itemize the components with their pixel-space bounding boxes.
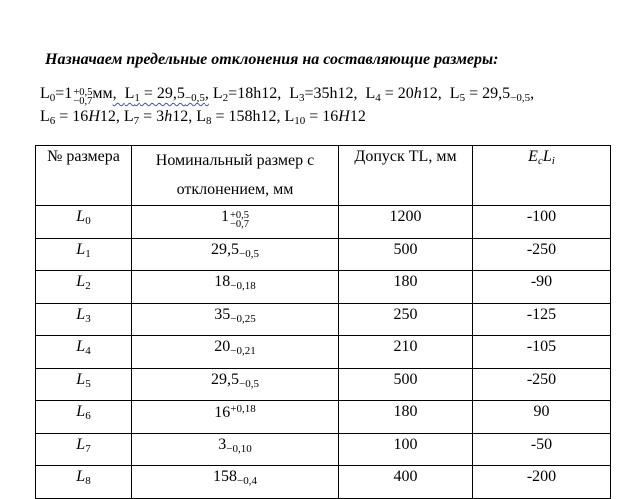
dimension-id-cell: $L_7$ [36, 433, 132, 466]
table-row [36, 271, 611, 304]
table-row [36, 336, 611, 369]
stacked-deviation: +0,5 −0,7 [73, 86, 93, 107]
tolerance-table [35, 145, 611, 499]
dimension-id-cell: $L_6$ [36, 401, 132, 434]
table-row [36, 206, 611, 239]
nominal-size-cell: $18_{-0,18}$ [132, 271, 339, 304]
nominal-size-cell: $158_{-0,4}$ [132, 466, 339, 499]
dimension-assignments-line-2: $L_6 = 16H12$, $L_7 = 3h12$, $L_8 = 158h12$, $L_{10} = 16H12$ [40, 108, 366, 127]
dimension-id-cell: $L_4$ [36, 336, 132, 369]
dimension-id-cell: $L_2$ [36, 271, 132, 304]
nominal-size-cell: $3_{-0,10}$ [132, 433, 339, 466]
stacked-deviation: +0,5 −0,7 [229, 209, 250, 230]
table-row [36, 466, 611, 499]
dimension-id-cell: $L_1$ [36, 238, 132, 271]
header-dimension-number: № размера [36, 146, 132, 206]
ec-li-cell: -50 [473, 433, 611, 466]
spellcheck-squiggle: , $L_1 = 29,5_{-0,5}$, [112, 85, 209, 104]
nominal-size-cell: $35_{-0,25}$ [132, 303, 339, 336]
ec-li-cell: -105 [473, 336, 611, 369]
tolerance-cell: 180 [339, 271, 473, 304]
dimension-assignments-line-1: $L_0=1$ +0,5 −0,7 мм, $L_1 = 29,5_{-0,5}$, $L_2=18h12$, $L_3=35h12$, $L_4 = 20h12$, $L_5 = 29,5_{-0,5}$, [40, 85, 535, 107]
dimension-id-cell: $L_5$ [36, 368, 132, 401]
table-body [36, 206, 611, 499]
dimension-id-cell: $L_8$ [36, 466, 132, 499]
tolerance-cell: 250 [339, 303, 473, 336]
header-tolerance: Допуск TL, мм [339, 146, 473, 206]
tolerance-cell: 500 [339, 238, 473, 271]
nominal-size-cell: 1 +0,5 −0,7 [132, 206, 339, 239]
tolerance-cell: 210 [339, 336, 473, 369]
tolerance-cell: 1200 [339, 206, 473, 239]
table-row [36, 303, 611, 336]
dimension-id-cell: $L_3$ [36, 303, 132, 336]
header-ec-li: $E_cL_i$ [473, 146, 611, 206]
ec-li-cell: -100 [473, 206, 611, 239]
tolerance-cell: 100 [339, 433, 473, 466]
tolerance-cell: 500 [339, 368, 473, 401]
table-row [36, 368, 611, 401]
ec-li-cell: -250 [473, 368, 611, 401]
nominal-size-cell: $29,5_{-0,5}$ [132, 368, 339, 401]
table-row [36, 401, 611, 434]
ec-li-cell: -90 [473, 271, 611, 304]
ec-li-cell: -125 [473, 303, 611, 336]
nominal-size-cell: $16^{+0,18}$ [132, 401, 339, 434]
tolerance-cell: 400 [339, 466, 473, 499]
ec-li-cell: -200 [473, 466, 611, 499]
dimension-id-cell: $L_0$ [36, 206, 132, 239]
header-nominal-size: Номинальный размер с отклонением, мм [132, 146, 339, 206]
table-header-row [36, 146, 611, 206]
nominal-size-cell: $20_{-0,21}$ [132, 336, 339, 369]
ec-li-cell: -250 [473, 238, 611, 271]
section-heading: Назначаем предельные отклонения на составляющие размеры: [45, 51, 499, 68]
nominal-size-cell: $29,5_{-0,5}$ [132, 238, 339, 271]
tolerance-cell: 180 [339, 401, 473, 434]
ec-li-cell: 90 [473, 401, 611, 434]
table-row [36, 433, 611, 466]
table-row [36, 238, 611, 271]
